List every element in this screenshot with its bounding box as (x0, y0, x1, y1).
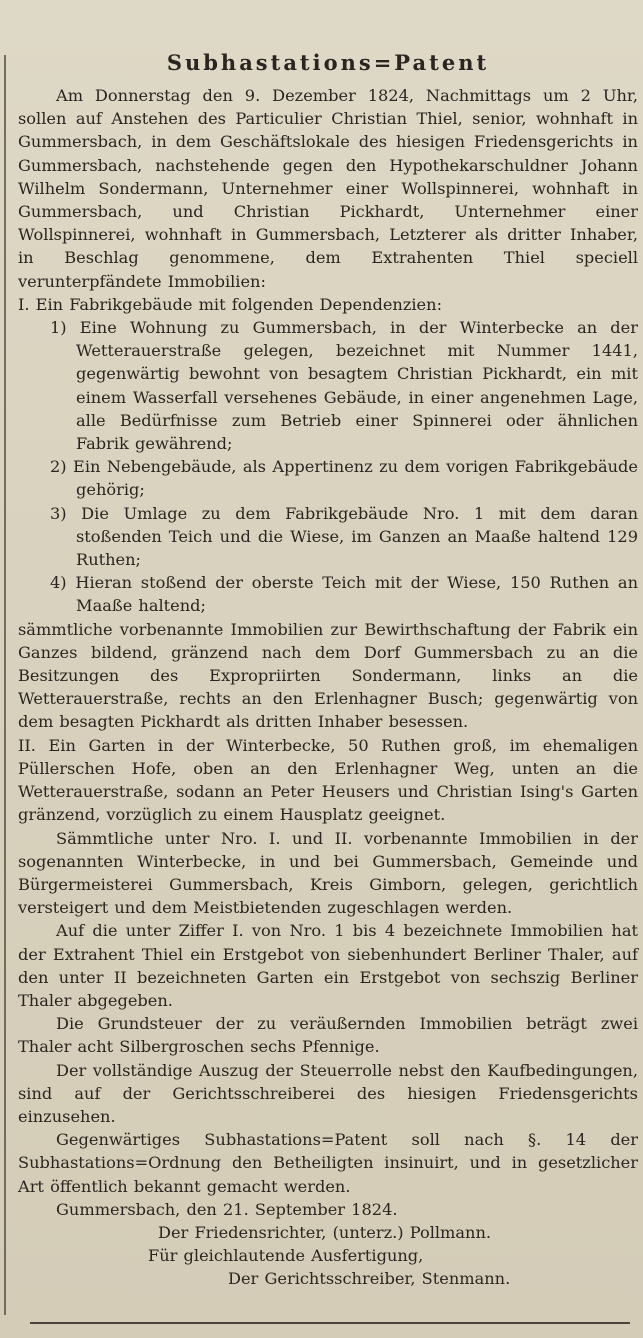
sale-paragraph: Sämmtliche unter Nro. I. und II. vorbenannte Immobilien in der sogenannten Winterbecke, in und bei Gummersbach, Gemeinde und Bürgermeisterei Gummersbach, Kreis Gimborn, gelegen, gerichtlich versteigert und dem Meistbietenden zugeschlagen werden. (18, 828, 638, 918)
judge-signature: Der Friedensrichter, (unterz.) Pollmann. (158, 1222, 492, 1242)
section-1-heading: I. Ein Fabrikgebäude mit folgenden Dependenzien: (18, 294, 443, 314)
place-date: Gummersbach, den 21. September 1824. (56, 1199, 398, 1219)
tax-paragraph: Die Grundsteuer der zu veräußernden Immobilien beträgt zwei Thaler acht Silbergroschen sechs Pfennige. (18, 1014, 638, 1057)
intro-paragraph: Am Donnerstag den 9. Dezember 1824, Nachmittags um 2 Uhr, sollen auf Anstehen des Particulier Christian Thiel, senior, wohnhaft in Gummersbach, in dem Geschäftslokale des hiesigen Friedensgerichts in Gummersbach, nachstehende gegen den Hypothekarschuldner Johann Wilhelm Sondermann, Unternehmer einer Wollspinnerei, wohnhaft in Gummersbach, und Christian Pickhardt, Unternehmer einer Wollspinnerei, wohnhaft in Gummersbach, Letzterer als dritter Inhaber, in Beschlag genommene, dem Extrahenten Thiel speciell verunterpfändete Immobilien: (18, 86, 638, 291)
notice-body (18, 48, 638, 1291)
item-2: 2) Ein Nebengebäude, als Appertinenz zu dem vorigen Fabrikgebäude gehörig; (50, 457, 638, 500)
bid-paragraph: Auf die unter Ziffer I. von Nro. 1 bis 4 bezeichnete Immobilien hat der Extrahent Thiel ein Erstgebot von siebenhundert Berliner Thaler, auf den unter II bezeichneten Garten ein Erstgebot von sechszig Berliner Thaler abgegeben. (18, 921, 638, 1010)
summary-paragraph: sämmtliche vorbenannte Immobilien zur Bewirthschaftung der Fabrik ein Ganzes bildend, gränzend nach dem Dorf Gummersbach zu an die Besitzungen des Expropriirten Sondermann, links an die Wetterauerstraße, rechts an den Erlenhagner Busch; gegenwärtig von dem besagten Pickhardt als dritten Inhaber besessen. (18, 619, 638, 732)
certification-line: Für gleichlautende Ausfertigung, (148, 1246, 424, 1266)
section-2-paragraph: II. Ein Garten in der Winterbecke, 50 Ruthen groß, im ehemaligen Püllerschen Hofe, oben an den Erlenhagner Weg, unten an die Wetterauerstraße, sodann an Peter Heusers und Christian Ising's Garten gränzend, vorzüglich zu einem Hausplatz geeignet. (18, 735, 638, 825)
notice-title: Subhastations=Patent (166, 50, 490, 75)
clerk-signature: Der Gerichtsschreiber, Stenmann. (228, 1269, 511, 1289)
extract-paragraph: Der vollständige Auszug der Steuerrolle nebst den Kaufbedingungen, sind auf der Gerichtsschreiberei des hiesigen Friedensgerichts einzusehen. (18, 1060, 638, 1126)
item-3: 3) Die Umlage zu dem Fabrikgebäude Nro. 1 mit dem daran stoßenden Teich und die Wiese, im Ganzen an Maaße haltend 129 Ruthen; (50, 503, 638, 570)
item-1: 1) Eine Wohnung zu Gummersbach, in der Winterbecke an der Wetterauerstraße gelegen, bezeichnet mit Nummer 1441, gegenwärtig bewohnt von besagtem Christian Pickhardt, ein mit einem Wasserfall versehenes Gebäude, in einer angenehmen Lage, alle Bedürfnisse zum Betrieb einer Spinnerei oder ähnlichen Fabrik gewährend; (50, 318, 638, 454)
bottom-rule (30, 1322, 630, 1324)
item-4: 4) Hieran stoßend der oberste Teich mit der Wiese, 150 Ruthen an Maaße haltend; (50, 573, 638, 616)
patent-paragraph: Gegenwärtiges Subhastations=Patent soll nach §. 14 der Subhastations=Ordnung den Betheiligten insinuirt, und in gesetzlicher Art öffentlich bekannt gemacht werden. (18, 1130, 638, 1196)
column-rule (4, 55, 6, 1315)
